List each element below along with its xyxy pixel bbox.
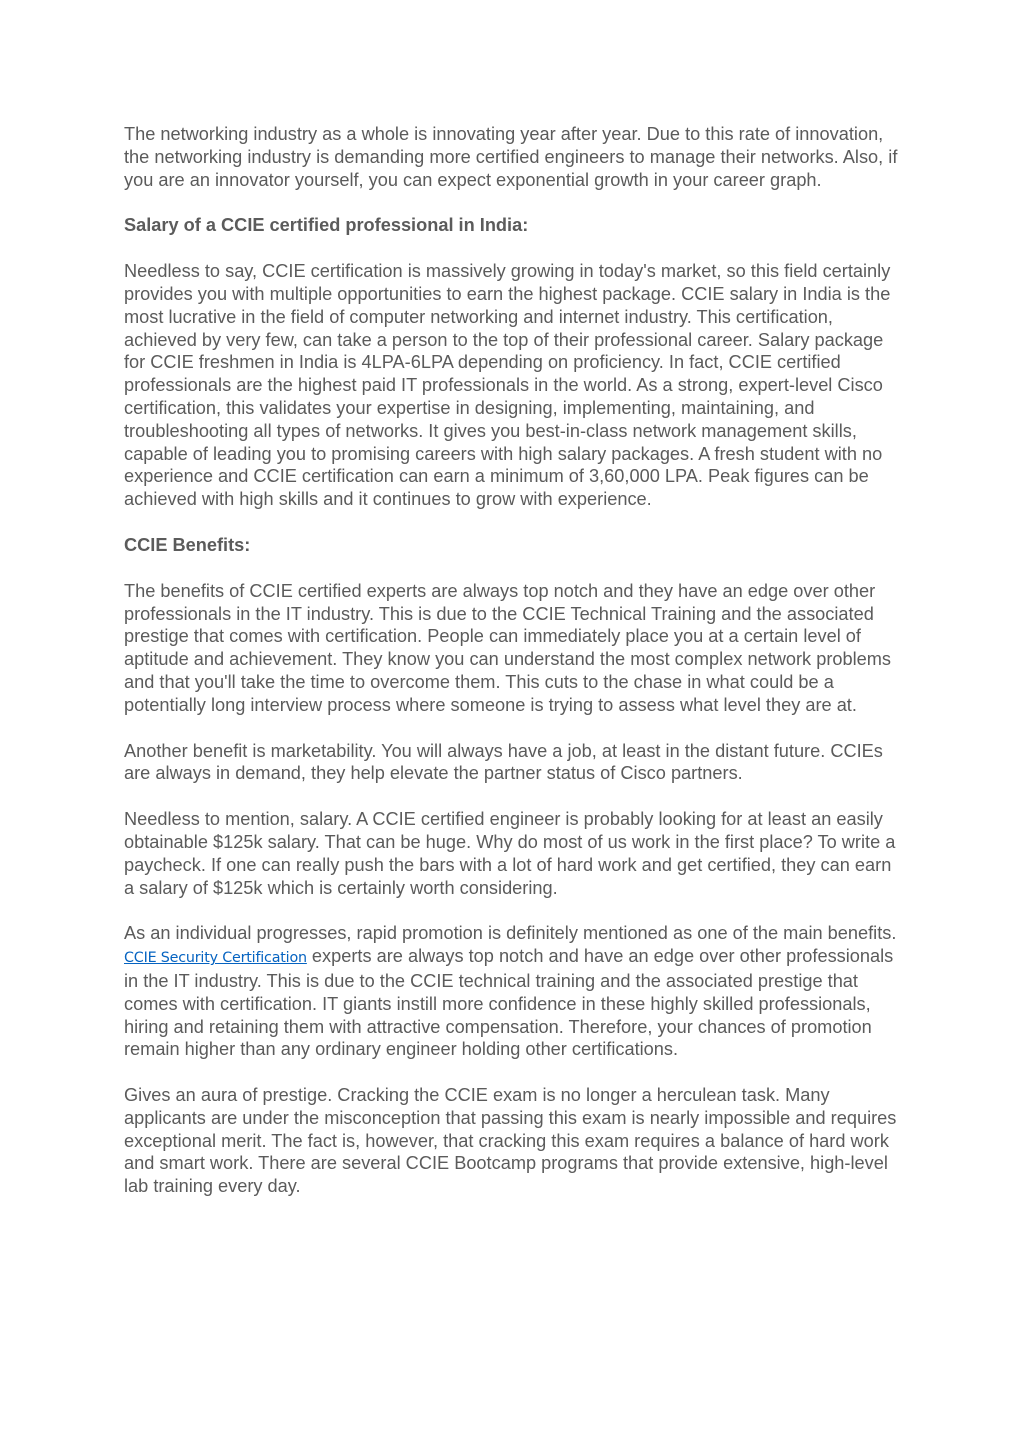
benefits-paragraph: The benefits of CCIE certified experts are always top notch and they have an edge over other professionals in the IT industry. This is due to the CCIE Technical Training and the associated prestige that comes with certification. People can immediately place you at a certain level of aptitude and achievement. They know you can understand the most complex network problems and that you'll take the time to overcome them. This cuts to the chase in what could be a potentially long interview process where someone is trying to assess what level they are at. bbox=[124, 580, 892, 715]
document-page bbox=[124, 123, 904, 1221]
intro-paragraph: The networking industry as a whole is innovating year after year. Due to this rate of innovation, the networking industry is demanding more certified engineers to manage their networks. Also, if you are an innovator yourself, you can expect exponential growth in your career graph. bbox=[124, 124, 898, 190]
benefits-heading: CCIE Benefits: bbox=[124, 534, 251, 555]
promotion-text-start: As an individual progresses, rapid promotion is definitely mentioned as one of the main benefits. bbox=[124, 923, 897, 944]
salary-benefit-paragraph: Needless to mention, salary. A CCIE certified engineer is probably looking for at least an easily obtainable $125k salary. That can be huge. Why do most of us work in the first place? To write a paycheck. If one can really push the bars with a lot of hard work and get certified, they can earn a salary of $125k which is certainly worth considering. bbox=[124, 809, 896, 898]
ccie-security-certification-link[interactable]: CCIE Security Certification bbox=[124, 950, 307, 967]
prestige-paragraph: Gives an aura of prestige. Cracking the CCIE exam is no longer a herculean task. Many applicants are under the misconception that passing this exam is nearly impossible and requires exceptional merit. The fact is, however, that cracking this exam requires a balance of hard work and smart work. There are several CCIE Bootcamp programs that provide extensive, high-level lab training every day. bbox=[124, 1085, 897, 1197]
promotion-paragraph bbox=[124, 922, 904, 1061]
salary-heading: Salary of a CCIE certified professional in India: bbox=[124, 215, 529, 236]
promotion-text-end: experts are always top notch and have an edge over other professionals in the IT industry. This is due to the CCIE technical training and the associated prestige that comes with certification. IT giants instill more confidence in these highly skilled professionals, hiring and retaining them with attractive compensation. Therefore, your chances of promotion remain higher than any ordinary engineer holding other certifications. bbox=[124, 946, 894, 1060]
marketability-paragraph: Another benefit is marketability. You will always have a job, at least in the distant future. CCIEs are always in demand, they help elevate the partner status of Cisco partners. bbox=[124, 740, 883, 784]
salary-paragraph: Needless to say, CCIE certification is massively growing in today's market, so this field certainly provides you with multiple opportunities to earn the highest package. CCIE salary in India is the most lucrative in the field of computer networking and internet industry. This certification, achieved by very few, can take a person to the top of their professional career. Salary package for CCIE freshmen in India is 4LPA-6LPA depending on proficiency. In fact, CCIE certified professionals are the highest paid IT professionals in the world. As a strong, expert-level Cisco certification, this validates your expertise in designing, implementing, maintaining, and troubleshooting all types of networks. It gives you best-in-class network management skills, capable of leading you to promising careers with high salary packages. A fresh student with no experience and CCIE certification can earn a minimum of 3,60,000 LPA. Peak figures can be achieved with high skills and it continues to grow with experience. bbox=[124, 261, 891, 510]
